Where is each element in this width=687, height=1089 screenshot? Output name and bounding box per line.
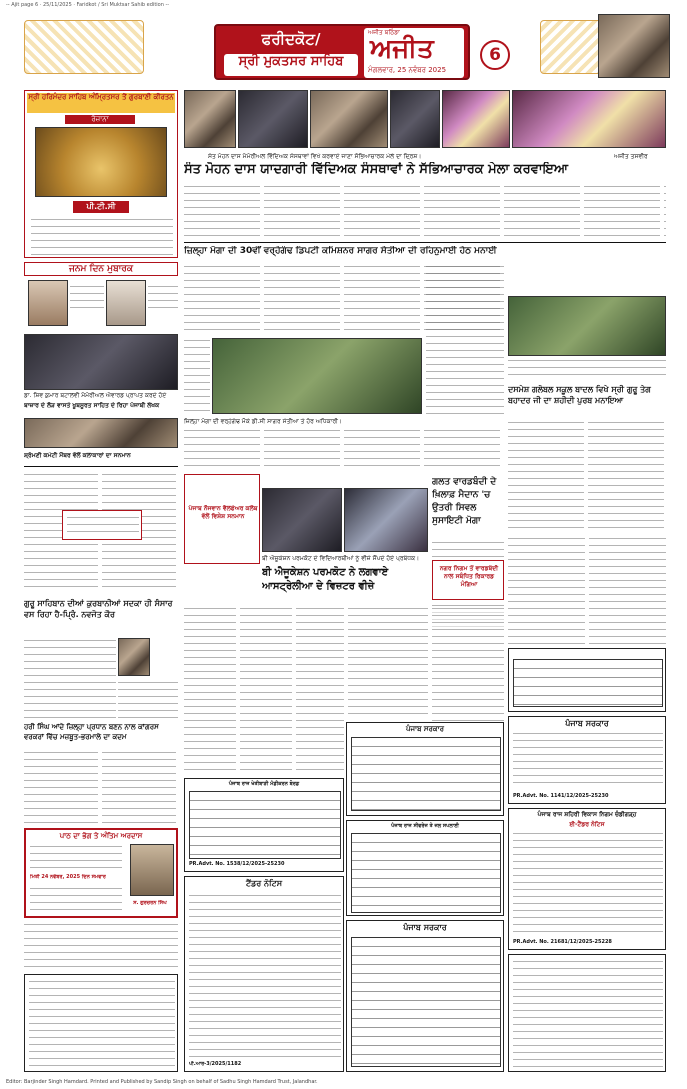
water-board-title: ਪੰਜਾਬ ਰਾਜ ਸੀਵਰੇਜ ਤੇ ਜਲ ਸਪਲਾਈ	[391, 823, 459, 829]
obituary-text	[30, 844, 122, 872]
school-photo	[508, 296, 666, 356]
kirtan-ad-text	[31, 217, 173, 255]
lead-photo-caption: ਸੰਤ ਮੋਹਨ ਦਾਸ ਮੈਮੋਰੀਅਲ ਵਿੱਦਿਅਕ ਸੰਸਥਾਵਾਂ ਵਿਖੇ ਕਰਵਾਏ ਜਾਣਾ ਸੱਭਿਆਚਾਰਕ ਮੇਲੇ ਦਾ ਦ੍ਰਿਸ਼।	[208, 153, 422, 160]
club-box	[184, 474, 260, 564]
punjab-sarkar-table-3	[351, 937, 501, 1067]
ornament-left	[24, 20, 144, 74]
protest-body-right	[508, 536, 666, 644]
lead-photo-2	[238, 90, 308, 148]
dc-photo	[212, 338, 422, 414]
lead-photo-1	[184, 90, 236, 148]
divider	[24, 466, 178, 467]
dc-side-text	[184, 338, 210, 414]
protest-pullquote-box	[432, 560, 504, 600]
left-headline-b: ਹਰੀ ਸਿੰਘ ਆਂਦੇ ਜ਼ਿਲ੍ਹਾ ਪ੍ਰਧਾਨ ਬਣਨ ਨਾਲ ਕਾਂਗਰਸ ਵਰਕਰਾਂ ਵਿੱਚ ਮਜ਼ਬੂਤ-ਭਰਮਾਲੇ ਦਾ ਕਦਮ	[24, 723, 159, 741]
water-board-table	[351, 833, 501, 913]
tender-small-ad	[24, 974, 178, 1072]
lead-photo-credit: ਅਜੀਤ ਤਸਵੀਰ	[614, 153, 648, 160]
birthday-photo-2	[106, 280, 146, 326]
notice-table-1-grid	[513, 659, 663, 707]
award-headline-a: ਬਾਜ਼ਾਰ ਦੇ ਲੋੜ ਵਾਸਤੇ ਖੂਬਸੂਰਤ ਸਾਹਿਤ ਦੇ ਰਿਹਾ ਪੰਜਾਬੀ ਲੇਖਕ	[24, 402, 160, 409]
education-headline: ਬੀ ਐਜੂਕੇਸ਼ਨ ਪਰਮਕੋਟ ਨੇ ਲਗਵਾਏ ਆਸਟ੍ਰੇਲੀਆ ਦੇ ਵਿਜ਼ਟਰ ਵੀਜ਼ੇ	[262, 567, 389, 592]
punjab-sarkar-title-1: ਪੰਜਾਬ ਸਰਕਾਰ	[565, 719, 609, 728]
mandi-board-title: ਪੰਜਾਬ ਰਾਜ ਖੇਤੀਬਾੜੀ ਮੰਡੀਕਰਨ ਬੋਰਡ	[228, 781, 300, 787]
edition-label: ਅਜੀਤ ਬਠਿੰਡਾ	[368, 29, 400, 36]
award-caption: ਡਾ. ਸ਼ਿਵ ਕੁਮਾਰ ਬਟਾਲਵੀ ਮੈਮੋਰੀਅਲ ਐਵਾਰਡ ਪ੍ਰਾਪਤ ਕਰਦੇ ਹੋਏ	[24, 392, 167, 399]
lead-body	[184, 184, 666, 240]
mandi-board-ad	[184, 778, 344, 872]
inset-box	[62, 510, 142, 540]
ad-no-2: PR.Advt. No. 1141/12/2025-25230	[513, 793, 609, 799]
education-photo	[262, 488, 342, 552]
edition-location-2: ਸ੍ਰੀ ਮੁਕਤਸਰ ਸਾਹਿਬ	[224, 54, 358, 76]
birthday-text-1	[70, 284, 104, 312]
lead-photo-6	[512, 90, 666, 148]
dc-side-text-2	[426, 264, 504, 414]
golden-temple-photo	[35, 127, 167, 197]
left-body-3	[24, 750, 178, 824]
imprint-box	[508, 954, 666, 1072]
obituary-ad	[24, 828, 178, 918]
ad-no-1: PR.Advt. No. 1538/12/2025-25230	[189, 861, 285, 867]
imprint-text	[513, 959, 663, 1069]
masthead	[0, 14, 687, 84]
obituary-heading: ਪਾਠ ਦਾ ਭੋਗ ਤੇ ਅੰਤਿਮ ਅਰਦਾਸ	[59, 832, 143, 840]
obituary-date: ਮਿਤੀ 24 ਨਵੰਬਰ, 2025 ਦਿਨ ਸੋਮਵਾਰ	[30, 874, 106, 880]
mandi-board-table	[189, 791, 341, 859]
classified-text	[24, 922, 178, 972]
left-headline-a: ਗੁਰੂ ਸਾਹਿਬਾਨ ਦੀਆਂ ਕੁਰਬਾਨੀਆਂ ਸਦਕਾ ਹੀ ਸੰਸਾਰ ਵਸ ਰਿਹਾ ਹੈ-ਪ੍ਰਿੰ. ਨਵਜੋਤ ਕੌਰ	[24, 599, 173, 619]
lead-photo-3	[310, 90, 388, 148]
urban-housing-text	[513, 831, 663, 935]
temple-photo	[598, 14, 670, 78]
award-headline-b: ਸ਼੍ਰੋਮਣੀ ਕਮੇਟੀ ਮੈਂਬਰ ਵੱਲੋਂ ਕਲਾਕਾਰਾਂ ਦਾ ਸਨਮਾਨ	[24, 452, 131, 459]
left-body-2	[24, 638, 116, 718]
masthead-brand	[364, 28, 464, 78]
ptc-badge: ਪੀ.ਟੀ.ਸੀ	[73, 201, 129, 213]
water-board-ad	[346, 820, 504, 916]
urban-housing-ad	[508, 808, 666, 950]
issue-date: ਮੰਗਲਵਾਰ, 25 ਨਵੰਬਰ 2025	[368, 66, 447, 74]
birthday-text-2	[148, 284, 178, 312]
tender-notice-ad	[184, 876, 344, 1072]
lead-photo-5	[442, 90, 510, 148]
notice-table-1	[508, 648, 666, 712]
school-headline: ਦਸਮੇਸ਼ ਗਲੋਬਲ ਸਕੂਲ ਬਾਦਲ ਵਿਖੇ ਸ੍ਰੀ ਗੁਰੂ ਤੇਗ ਬਹਾਦਰ ਜੀ ਦਾ ਸ਼ਹੀਦੀ ਪੁਰਬ ਮਨਾਇਆ	[508, 385, 651, 405]
dc-body-bottom	[184, 428, 504, 470]
divider	[184, 242, 666, 243]
tender-small-text	[29, 979, 175, 1069]
punjab-sarkar-table-2	[351, 737, 501, 811]
paper-name: ਅਜੀਤ	[370, 34, 434, 64]
obituary-photo	[130, 844, 174, 896]
e-tender-label: ਈ-ਟੈਂਡਰ ਨੋਟਿਸ	[569, 821, 605, 828]
ad-no-3: PR.Advt. No. 21681/12/2025-25228	[513, 939, 612, 945]
dc-headline: ਜ਼ਿਲ੍ਹਾ ਮੋਗਾ ਦੀ 30ਵੀਂ ਵਰ੍ਹੇਗੰਢ ਡਿਪਟੀ ਕਮਿਸ਼ਨਰ ਸਾਗਰ ਸੇਤੀਆ ਦੀ ਰਹਿਨੁਮਾਈ ਹੇਠ ਮਨਾਈ	[184, 246, 497, 256]
punjab-sarkar-text-1	[513, 731, 663, 787]
dc-caption: ਜ਼ਿਲ੍ਹਾ ਮੋਗਾ ਦੀ ਵਰ੍ਹੇਗੰਢ ਮੌਕੇ ਡੀ.ਸੀ ਸਾਗਰ ਸੇਤੀਆ ਤੇ ਹੋਰ ਅਧਿਕਾਰੀ।	[184, 418, 342, 425]
education-body-2	[348, 606, 428, 716]
print-slug: -- Ajit page 6 · 25/11/2025 · Faridkot / Sri Muktsar Sahib edition --	[6, 2, 170, 8]
edition-location-1: ਫਰੀਦਕੋਟ/	[224, 30, 358, 52]
ad-no-4: ਪੀ.ਆਰ-3/2025/1182	[189, 1061, 242, 1067]
obituary-name: ਸ. ਗੁਰਚਰਨ ਸਿੰਘ	[133, 900, 167, 906]
protest-headline: ਗਲਤ ਵਾਰਡਬੰਦੀ ਦੇ ਖ਼ਿਲਾਫ਼ ਮੈਦਾਨ 'ਚ ਉਤਰੀ ਸਿਵਲ ਸੁਸਾਇਟੀ ਮੋਗਾ	[432, 477, 497, 526]
award-photo	[24, 334, 178, 390]
education-caption: ਬੀ ਐਜੂਕੇਸ਼ਨ ਪਰਮਕੋਟ ਦੇ ਵਿਦਿਆਰਥੀਆਂ ਨੂੰ ਵੀਜ਼ੇ ਸੌਂਪਦੇ ਹੋਏ ਪ੍ਰਬੰਧਕ।	[262, 555, 420, 562]
club-box-text: ਪੰਜਾਬ ਨੌਜਵਾਨ ਵੈਲਫੇਅਰ ਕਲੱਬ ਵੱਲੋਂ ਵਿਸ਼ੇਸ਼ ਸਨਮਾਨ	[188, 505, 258, 520]
award-photo-2	[24, 418, 178, 448]
school-body	[508, 420, 666, 530]
urban-housing-title: ਪੰਜਾਬ ਰਾਜ ਸ਼ਹਿਰੀ ਵਿਕਾਸ ਨਿਗਮ ਚੰਡੀਗੜ੍ਹ	[537, 811, 637, 818]
protest-pullquote: ਨਗਰ ਨਿਗਮ ਤੋਂ ਵਾਰਡਬੰਦੀ ਨਾਲ ਸਬੰਧਿਤ ਰਿਕਾਰਡ ਮੰਗਿਆ	[439, 565, 499, 588]
education-body	[184, 606, 344, 776]
birthday-banner: ਜਨਮ ਦਿਨ ਮੁਬਾਰਕ	[24, 262, 178, 276]
kirtan-ad-sub: ਰੋਜ਼ਾਨਾ	[65, 115, 135, 124]
punjab-sarkar-ad-2	[346, 722, 504, 816]
lead-photo-4	[390, 90, 440, 148]
masthead-title-box	[214, 24, 470, 80]
inset-box-text	[67, 515, 139, 537]
tender-notice-text	[189, 893, 341, 1057]
footer-credit: Editor: Barjinder Singh Hamdard. Printed and Published by Sandip Singh on behalf of Sadhu Singh Hamdard Trust, Jalandhar.	[6, 1079, 318, 1085]
punjab-sarkar-title-3: ਪੰਜਾਬ ਸਰਕਾਰ	[403, 923, 447, 932]
lead-headline: ਸੰਤ ਮੋਹਨ ਦਾਸ ਯਾਦਗਾਰੀ ਵਿੱਦਿਅਕ ਸੰਸਥਾਵਾਂ ਨੇ ਸੱਭਿਆਚਾਰਕ ਮੇਲਾ ਕਰਵਾਇਆ	[184, 162, 568, 177]
left-body-2b	[118, 680, 178, 718]
page-number: 6	[480, 40, 510, 70]
punjab-sarkar-ad-3	[346, 920, 504, 1072]
birthday-photo-1	[28, 280, 68, 326]
punjab-sarkar-title-2: ਪੰਜਾਬ ਸਰਕਾਰ	[405, 725, 444, 733]
obituary-text-2	[30, 886, 122, 914]
kirtan-ad	[24, 90, 178, 258]
education-photo-2	[344, 488, 428, 552]
principal-photo	[118, 638, 150, 676]
protest-body-2	[432, 606, 504, 722]
punjab-sarkar-ad-1	[508, 716, 666, 804]
school-caption-text	[508, 358, 666, 380]
kirtan-ad-heading: ਸ੍ਰੀ ਹਰਿਮੰਦਰ ਸਾਹਿਬ ਅੰਮ੍ਰਿਤਸਰ ਤੋਂ ਗੁਰਬਾਣੀ ਕੀਰਤਨ	[27, 93, 175, 113]
tender-notice-title: ਟੈਂਡਰ ਨੋਟਿਸ	[245, 879, 283, 888]
